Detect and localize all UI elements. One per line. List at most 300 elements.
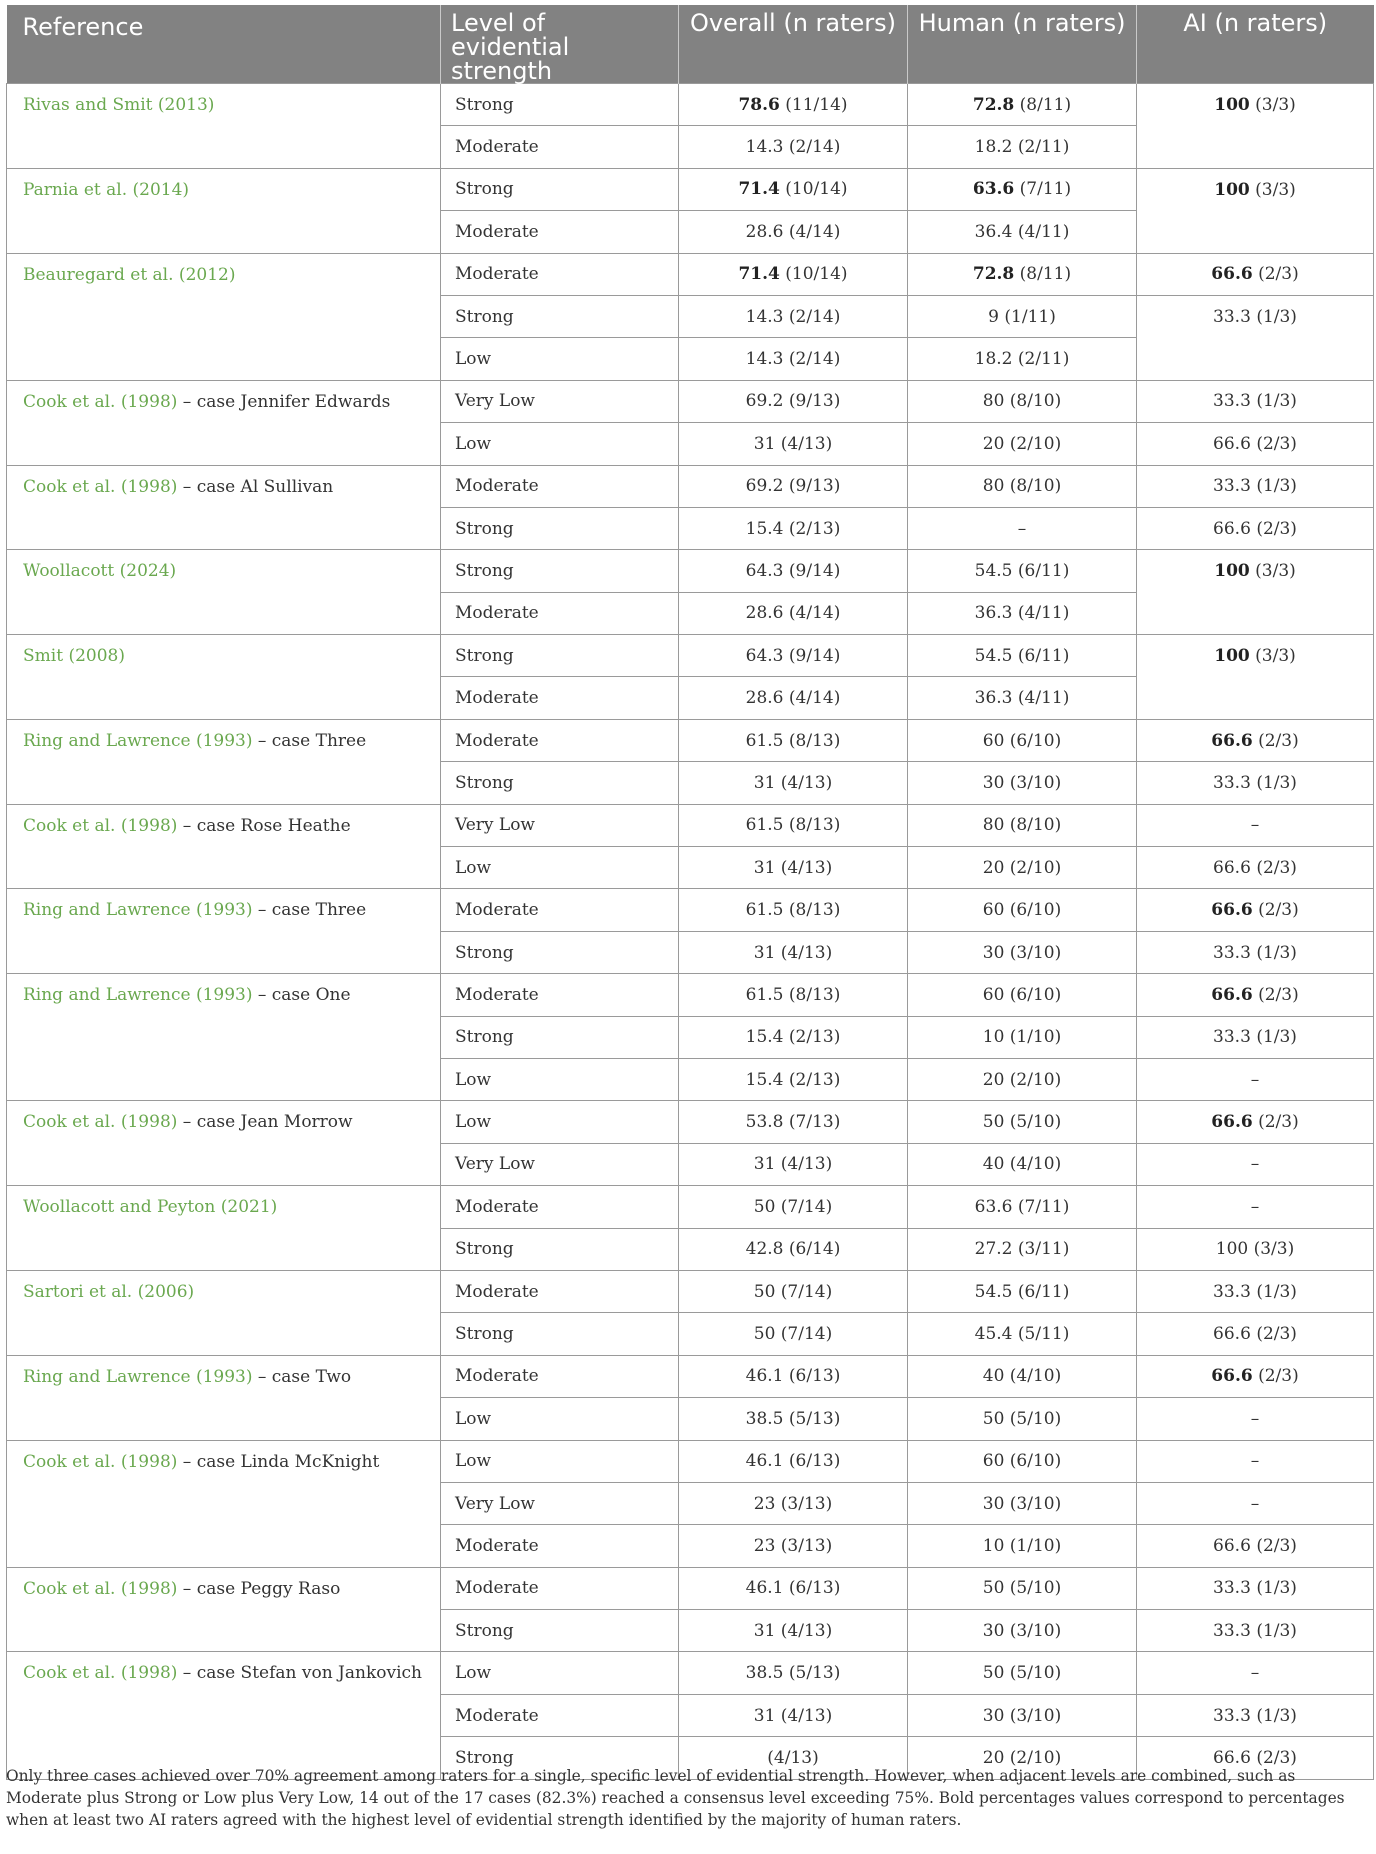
reference-link[interactable]: Woollacott (2024)	[23, 561, 177, 582]
overall-cell	[679, 1610, 908, 1652]
reference-link[interactable]: Cook et al. (1998)	[23, 476, 178, 497]
human-cell-percent: 30	[982, 772, 1005, 793]
overall-cell-count: (8/13)	[788, 815, 841, 836]
overall-cell-count: (9/13)	[788, 476, 841, 497]
ai-cell-percent: 100	[1214, 179, 1250, 200]
reference-cell	[7, 380, 441, 465]
overall-cell	[679, 1694, 908, 1736]
human-cell-percent: 50	[982, 1408, 1005, 1429]
human-cell-percent: 18.2	[974, 137, 1013, 158]
overall-cell-count: (2/13)	[788, 1069, 841, 1090]
overall-cell	[679, 1652, 908, 1694]
ai-cell-percent: 33.3	[1213, 1705, 1251, 1726]
ai-cell-percent: 66.6	[1213, 518, 1251, 539]
overall-cell-count: (4/13)	[780, 772, 833, 793]
overall-cell-percent: 42.8	[745, 1239, 784, 1260]
reference-cell	[7, 1652, 441, 1779]
human-cell-count: (8/11)	[1019, 264, 1072, 285]
reference-suffix: – case Stefan von Jankovich	[177, 1663, 422, 1684]
level-cell: Strong	[441, 84, 679, 126]
reference-link[interactable]: Cook et al. (1998)	[23, 391, 178, 412]
overall-cell-count: (4/13)	[780, 1705, 833, 1726]
overall-cell-percent: 14.3	[745, 306, 784, 327]
ai-cell-percent: –	[1250, 1451, 1260, 1472]
level-cell: Strong	[441, 295, 679, 337]
level-cell: Moderate	[441, 1694, 679, 1736]
human-cell-count: (2/10)	[1009, 1747, 1062, 1768]
human-cell	[908, 847, 1137, 889]
reference-suffix: – case One	[252, 985, 351, 1006]
overall-cell	[679, 126, 908, 168]
overall-cell-count: (2/14)	[788, 137, 841, 158]
human-cell	[908, 1482, 1137, 1524]
human-cell	[908, 380, 1137, 422]
level-cell: Very Low	[441, 380, 679, 422]
ai-cell-count: (2/3)	[1258, 1112, 1299, 1133]
level-cell: Low	[441, 1398, 679, 1440]
reference-link[interactable]: Parnia et al. (2014)	[23, 179, 190, 200]
ai-cell	[1137, 1482, 1374, 1524]
overall-cell-count: (6/14)	[788, 1239, 841, 1260]
ai-cell-percent: –	[1250, 1069, 1260, 1090]
ai-cell-count: (2/3)	[1258, 730, 1299, 751]
human-cell-percent: 40	[982, 1366, 1005, 1387]
human-cell-count: (2/11)	[1017, 137, 1070, 158]
ai-cell-count: (1/3)	[1256, 772, 1297, 793]
reference-cell	[7, 1270, 441, 1355]
human-cell-percent: 54.5	[974, 645, 1013, 666]
human-cell-count: (3/10)	[1009, 1620, 1062, 1641]
overall-cell	[679, 677, 908, 719]
human-cell-percent: 50	[982, 1578, 1005, 1599]
human-cell-percent: 45.4	[974, 1324, 1013, 1345]
human-cell-percent: 60	[982, 730, 1005, 751]
level-cell: Strong	[441, 168, 679, 210]
ai-cell	[1137, 1652, 1374, 1694]
level-cell: Very Low	[441, 1143, 679, 1185]
reference-cell	[7, 1101, 441, 1186]
ai-cell-percent: 66.6	[1211, 1112, 1253, 1133]
overall-cell-count: (4/14)	[788, 221, 841, 242]
overall-cell-percent: 23	[753, 1493, 776, 1514]
overall-cell-percent: 50	[753, 1281, 776, 1302]
reference-cell	[7, 1186, 441, 1271]
human-cell-count: (5/10)	[1009, 1112, 1062, 1133]
reference-link[interactable]: Sartori et al. (2006)	[23, 1281, 195, 1302]
human-cell-count: (2/11)	[1017, 349, 1070, 370]
human-cell-percent: 20	[982, 1747, 1005, 1768]
table-row	[7, 1652, 1374, 1694]
human-cell	[908, 550, 1137, 592]
human-cell-percent: 80	[982, 391, 1005, 412]
overall-cell-percent: 31	[753, 1705, 776, 1726]
human-cell-count: (8/10)	[1009, 391, 1062, 412]
ai-cell-count: (2/3)	[1256, 518, 1297, 539]
overall-cell	[679, 635, 908, 677]
human-cell	[908, 211, 1137, 253]
reference-cell	[7, 550, 441, 635]
ai-cell	[1137, 253, 1374, 295]
overall-cell-percent: 50	[753, 1196, 776, 1217]
level-cell: Moderate	[441, 719, 679, 761]
overall-cell	[679, 592, 908, 634]
overall-cell-percent: 31	[753, 772, 776, 793]
overall-cell-count: (10/14)	[785, 179, 848, 200]
ai-cell-count: (1/3)	[1256, 476, 1297, 497]
level-cell: Strong	[441, 550, 679, 592]
ai-cell-percent: 33.3	[1213, 1027, 1251, 1048]
ai-cell-count: (2/3)	[1258, 984, 1299, 1005]
human-cell-count: (6/10)	[1009, 1451, 1062, 1472]
overall-cell-percent: 64.3	[745, 645, 784, 666]
level-cell: Moderate	[441, 211, 679, 253]
level-cell: Strong	[441, 507, 679, 549]
overall-cell-count: (4/13)	[780, 1620, 833, 1641]
reference-link[interactable]: Cook et al. (1998)	[23, 1578, 178, 1599]
human-cell-count: (2/10)	[1009, 857, 1062, 878]
ai-cell	[1137, 1058, 1374, 1100]
level-cell: Strong	[441, 1610, 679, 1652]
table-row	[7, 380, 1374, 422]
level-cell: Low	[441, 847, 679, 889]
reference-suffix: – case Linda McKnight	[177, 1451, 380, 1472]
ai-cell	[1137, 1525, 1374, 1567]
overall-cell-count: (9/14)	[788, 560, 841, 581]
overall-cell-count: (4/14)	[788, 603, 841, 624]
ai-cell-count: (3/3)	[1255, 646, 1296, 667]
human-cell-percent: 63.6	[972, 179, 1015, 200]
overall-cell	[679, 465, 908, 507]
human-cell-count: (6/11)	[1017, 1281, 1070, 1302]
human-cell-count: (3/10)	[1009, 1705, 1062, 1726]
overall-cell-count: (5/13)	[788, 1663, 841, 1684]
overall-cell-percent: 15.4	[745, 1027, 784, 1048]
ai-cell	[1137, 168, 1374, 253]
ai-cell-percent: –	[1250, 1408, 1260, 1429]
human-cell-count: (2/10)	[1009, 433, 1062, 454]
human-cell-count: (8/11)	[1019, 94, 1072, 115]
level-cell: Strong	[441, 762, 679, 804]
human-cell	[908, 507, 1137, 549]
ai-cell	[1137, 507, 1374, 549]
reference-cell	[7, 974, 441, 1101]
human-cell	[908, 1694, 1137, 1736]
reference-cell	[7, 635, 441, 720]
level-cell: Very Low	[441, 1482, 679, 1524]
overall-cell	[679, 1440, 908, 1482]
human-cell-percent: 60	[982, 900, 1005, 921]
overall-cell	[679, 1101, 908, 1143]
ai-cell-percent: –	[1250, 1196, 1260, 1217]
table-row	[7, 1101, 1374, 1143]
ai-cell-count: (1/3)	[1256, 942, 1297, 963]
overall-cell-count: (2/14)	[788, 349, 841, 370]
ai-cell	[1137, 762, 1374, 804]
overall-cell-percent: 53.8	[745, 1112, 784, 1133]
ai-cell-percent: 66.6	[1211, 1366, 1253, 1387]
overall-cell	[679, 847, 908, 889]
level-cell: Low	[441, 423, 679, 465]
human-cell	[908, 84, 1137, 126]
human-cell-count: (3/11)	[1017, 1239, 1070, 1260]
overall-cell	[679, 762, 908, 804]
ai-cell-count: (3/3)	[1255, 561, 1296, 582]
human-cell-count: (1/10)	[1009, 1027, 1062, 1048]
reference-link[interactable]: Rivas and Smit (2013)	[23, 95, 215, 115]
ai-cell-percent: 33.3	[1213, 476, 1251, 497]
table-row	[7, 1270, 1374, 1312]
ai-cell-percent: –	[1250, 1154, 1260, 1175]
ai-cell-count: (2/3)	[1256, 1324, 1297, 1345]
table-row	[7, 635, 1374, 677]
overall-cell	[679, 931, 908, 973]
human-cell-percent: 72.8	[972, 94, 1015, 115]
ai-cell	[1137, 1567, 1374, 1609]
ai-cell-percent: 33.3	[1213, 1281, 1251, 1302]
ai-cell-percent: 33.3	[1213, 306, 1251, 327]
table-row	[7, 889, 1374, 931]
header-overall: Overall (n raters)	[679, 5, 908, 84]
level-cell: Moderate	[441, 1355, 679, 1397]
human-cell-count: (5/10)	[1009, 1408, 1062, 1429]
reference-link[interactable]: Beauregard et al. (2012)	[23, 264, 236, 285]
human-cell-count: (6/11)	[1017, 560, 1070, 581]
human-cell-percent: 10	[982, 1027, 1005, 1048]
reference-link[interactable]: Ring and Lawrence (1993)	[23, 1366, 253, 1387]
table-row	[7, 84, 1374, 126]
level-cell: Strong	[441, 1737, 679, 1779]
human-cell-count: (8/10)	[1009, 476, 1062, 497]
level-cell: Low	[441, 1652, 679, 1694]
overall-cell-percent: 46.1	[745, 1366, 784, 1387]
overall-cell-percent: 61.5	[745, 984, 784, 1005]
ai-cell	[1137, 719, 1374, 761]
human-cell-count: (5/10)	[1009, 1663, 1062, 1684]
header-row	[7, 5, 1374, 84]
human-cell-percent: 20	[982, 433, 1005, 454]
human-cell-count: (2/10)	[1009, 1069, 1062, 1090]
human-cell	[908, 1228, 1137, 1270]
ai-cell	[1137, 931, 1374, 973]
human-cell	[908, 423, 1137, 465]
overall-cell	[679, 889, 908, 931]
reference-link[interactable]: Cook et al. (1998)	[23, 815, 178, 836]
overall-cell	[679, 338, 908, 380]
results-table-container	[6, 5, 1373, 1780]
overall-cell-count: (2/14)	[788, 306, 841, 327]
overall-cell-percent: 23	[753, 1535, 776, 1556]
overall-cell	[679, 1355, 908, 1397]
overall-cell-count: (6/13)	[788, 1578, 841, 1599]
level-cell: Moderate	[441, 253, 679, 295]
reference-cell	[7, 84, 441, 169]
ai-cell	[1137, 1186, 1374, 1228]
reference-link[interactable]: Cook et al. (1998)	[23, 1112, 178, 1133]
reference-cell	[7, 889, 441, 974]
level-cell: Moderate	[441, 677, 679, 719]
human-cell	[908, 168, 1137, 210]
human-cell-count: (6/10)	[1009, 900, 1062, 921]
reference-link[interactable]: Ring and Lawrence (1993)	[23, 900, 253, 921]
ai-cell-percent: 100	[1214, 95, 1250, 115]
reference-cell	[7, 168, 441, 253]
ai-cell-percent: 33.3	[1213, 942, 1251, 963]
reference-suffix: – case Al Sullivan	[177, 476, 334, 497]
overall-cell-percent: 71.4	[738, 264, 780, 285]
human-cell-percent: 50	[982, 1112, 1005, 1133]
ai-cell-percent: 66.6	[1213, 1747, 1251, 1768]
reference-cell	[7, 465, 441, 550]
ai-cell-count: (3/3)	[1253, 1239, 1295, 1260]
ai-cell	[1137, 889, 1374, 931]
human-cell	[908, 1398, 1137, 1440]
overall-cell-count: (10/14)	[785, 264, 848, 285]
human-cell	[908, 253, 1137, 295]
overall-cell	[679, 84, 908, 126]
human-cell	[908, 677, 1137, 719]
reference-suffix: – case Three	[252, 900, 367, 921]
overall-cell	[679, 507, 908, 549]
overall-cell	[679, 295, 908, 337]
overall-cell-percent: 15.4	[745, 518, 784, 539]
overall-cell-percent: 38.5	[745, 1663, 784, 1684]
human-cell-count: (5/10)	[1009, 1578, 1062, 1599]
human-cell	[908, 931, 1137, 973]
reference-link[interactable]: Woollacott and Peyton (2021)	[23, 1197, 278, 1218]
human-cell-count: (6/10)	[1009, 984, 1062, 1005]
overall-cell-percent: 15.4	[745, 1069, 784, 1090]
ai-cell-percent: 33.3	[1213, 1620, 1251, 1641]
ai-cell-percent: –	[1250, 1663, 1260, 1684]
overall-cell-count: (4/13)	[767, 1747, 819, 1768]
header-human: Human (n raters)	[908, 5, 1137, 84]
overall-cell-percent: 71.4	[738, 179, 780, 200]
level-cell: Moderate	[441, 1186, 679, 1228]
human-cell-count: (6/11)	[1017, 645, 1070, 666]
ai-cell-count: (1/3)	[1256, 391, 1297, 412]
ai-cell-percent: 66.6	[1211, 730, 1253, 751]
overall-cell-count: (8/13)	[788, 900, 841, 921]
human-cell-count: (7/11)	[1019, 179, 1072, 200]
human-cell-percent: 50	[982, 1663, 1005, 1684]
overall-cell	[679, 974, 908, 1016]
overall-cell-count: (2/13)	[788, 1027, 841, 1048]
ai-cell-percent: 100	[1214, 561, 1250, 582]
level-cell: Low	[441, 1101, 679, 1143]
overall-cell	[679, 1482, 908, 1524]
overall-cell-count: (4/13)	[780, 1154, 833, 1175]
human-cell	[908, 804, 1137, 846]
reference-link[interactable]: Cook et al. (1998)	[23, 1451, 178, 1472]
human-cell	[908, 1355, 1137, 1397]
human-cell-percent: 30	[982, 1493, 1005, 1514]
table-row	[7, 1440, 1374, 1482]
human-cell-count: (3/10)	[1009, 772, 1062, 793]
overall-cell-percent: 31	[753, 433, 776, 454]
overall-cell-percent: 61.5	[745, 730, 784, 751]
ai-cell	[1137, 974, 1374, 1016]
ai-cell-count: (2/3)	[1256, 433, 1297, 454]
ai-cell	[1137, 1694, 1374, 1736]
human-cell-percent: 36.3	[974, 688, 1013, 709]
ai-cell-count: (2/3)	[1258, 264, 1299, 285]
ai-cell-percent: 66.6	[1211, 984, 1253, 1005]
table-row	[7, 804, 1374, 846]
level-cell: Moderate	[441, 1270, 679, 1312]
ai-cell-count: (2/3)	[1256, 857, 1297, 878]
overall-cell	[679, 550, 908, 592]
level-cell: Very Low	[441, 804, 679, 846]
human-cell-count: (3/10)	[1009, 942, 1062, 963]
ai-cell-count: (1/3)	[1256, 1578, 1297, 1599]
overall-cell	[679, 253, 908, 295]
human-cell-percent: 40	[982, 1154, 1005, 1175]
overall-cell	[679, 1058, 908, 1100]
reference-link[interactable]: Ring and Lawrence (1993)	[23, 985, 253, 1006]
overall-cell-percent: 38.5	[745, 1408, 784, 1429]
human-cell-percent: 54.5	[974, 560, 1013, 581]
ai-cell-percent: –	[1250, 1493, 1260, 1514]
human-cell-percent: 80	[982, 476, 1005, 497]
level-cell: Moderate	[441, 465, 679, 507]
reference-link[interactable]: Ring and Lawrence (1993)	[23, 730, 253, 751]
table-row	[7, 1186, 1374, 1228]
ai-cell	[1137, 635, 1374, 720]
level-cell: Moderate	[441, 1525, 679, 1567]
level-cell: Strong	[441, 1016, 679, 1058]
reference-suffix: – case Jean Morrow	[177, 1112, 353, 1133]
human-cell	[908, 889, 1137, 931]
level-cell: Strong	[441, 635, 679, 677]
human-cell	[908, 974, 1137, 1016]
human-cell-percent: 72.8	[972, 264, 1015, 285]
human-cell-count: (6/10)	[1009, 730, 1062, 751]
level-cell: Strong	[441, 931, 679, 973]
level-cell: Strong	[441, 1228, 679, 1270]
reference-link[interactable]: Cook et al. (1998)	[23, 1663, 178, 1684]
overall-cell	[679, 1228, 908, 1270]
human-cell-count: (4/11)	[1017, 221, 1070, 242]
table-footnote: Only three cases achieved over 70% agreement among raters for a single, specific level of evidential strength. However, when adjacent levels are combined, such as Moderate plus Strong or Low plus Very Low, 14 out of the 17 cases (82.3%) reached a consensus level exceeding 75%. Bold percentages values correspond to percentages when at least two AI raters agreed with the highest level of evidential strength identified by the majority of human raters.	[6, 1767, 1345, 1829]
human-cell-percent: 30	[982, 942, 1005, 963]
overall-cell	[679, 1016, 908, 1058]
results-table	[6, 5, 1374, 1780]
human-cell-count: (4/10)	[1009, 1154, 1062, 1175]
human-cell-count: (5/11)	[1017, 1324, 1070, 1345]
human-cell-count: (8/10)	[1009, 815, 1062, 836]
header-level: Level of evidential strength	[441, 5, 679, 84]
ai-cell-percent: 66.6	[1213, 1324, 1251, 1345]
overall-cell-percent: 31	[753, 942, 776, 963]
human-cell	[908, 1567, 1137, 1609]
overall-cell-count: (6/13)	[788, 1366, 841, 1387]
human-cell	[908, 1610, 1137, 1652]
reference-cell	[7, 804, 441, 889]
reference-cell	[7, 719, 441, 804]
ai-cell	[1137, 1355, 1374, 1397]
ai-cell-percent: –	[1250, 815, 1260, 836]
human-cell-percent: 80	[982, 815, 1005, 836]
table-body	[7, 84, 1374, 1780]
human-cell-percent: 30	[982, 1620, 1005, 1641]
ai-cell-count: (1/3)	[1256, 306, 1297, 327]
human-cell-count: (4/11)	[1017, 603, 1070, 624]
human-cell-percent: –	[1017, 518, 1027, 539]
ai-cell-count: (1/3)	[1256, 1705, 1297, 1726]
ai-cell	[1137, 1143, 1374, 1185]
reference-link[interactable]: Smit (2008)	[23, 646, 125, 667]
reference-cell	[7, 1440, 441, 1567]
